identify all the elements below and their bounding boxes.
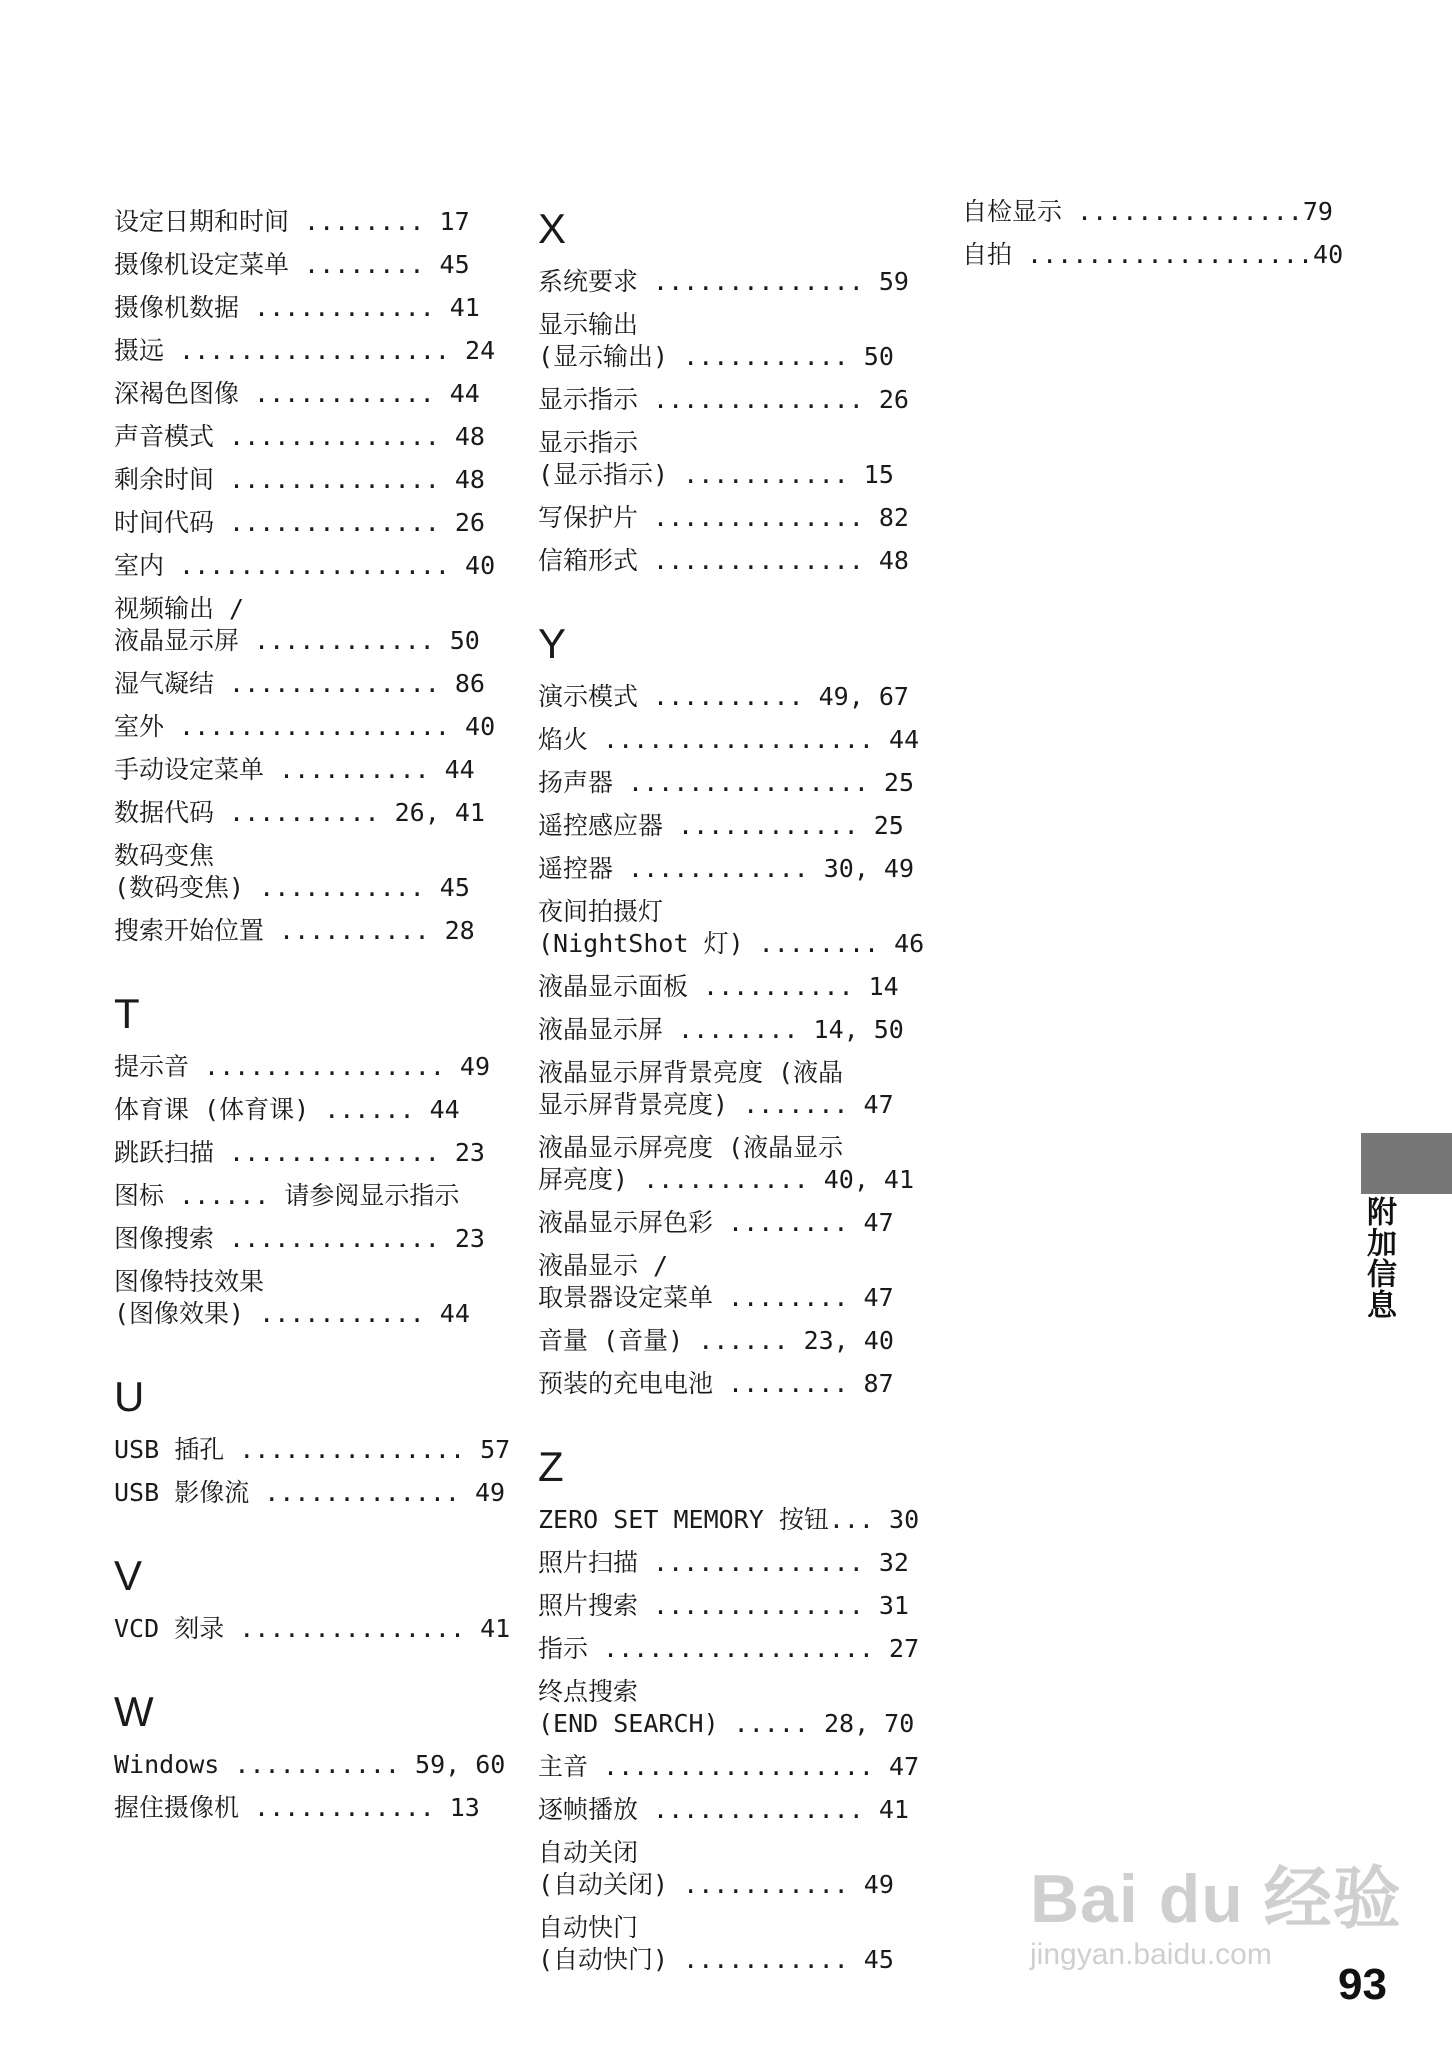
index-entry [538,427,892,491]
index-entry-line: 预装的充电电池 ........ 87 [538,1369,894,1398]
index-entry-line: 写保护片 .............. 82 [538,503,909,532]
index-entry [538,1547,909,1579]
index-entry [114,1051,491,1083]
index-entry-line: (NightShot 灯) ........ 46 [538,929,925,958]
index-entry-line: 提示音 ................ 49 [114,1052,491,1081]
index-entry-line: ZERO SET MEMORY 按钮... 30 [538,1505,920,1534]
index-entry-line: 液晶显示屏色彩 ........ 47 [538,1208,894,1237]
index-entry [114,668,485,700]
index-entry-line: 湿气凝结 .............. 86 [114,669,485,698]
section-heading: T [114,990,140,1037]
index-entry-line: 摄像机数据 ............ 41 [114,293,480,322]
index-entry [538,384,909,416]
index-column-2 [538,196,925,1987]
section-heading: Y [538,620,567,667]
index-entry-line: 焰火 .................. 44 [538,725,920,754]
index-entry-line: 时间代码 .............. 26 [114,508,485,537]
index-entry-line: 图标 ...... 请参阅显示指示 [114,1181,460,1210]
index-entry [114,840,468,904]
index-entry-line: 终点搜索 [538,1677,639,1706]
index-entry-line: 自动快门 [538,1913,639,1942]
index-entry [114,1434,511,1466]
index-entry [114,1094,468,1126]
section-heading: U [114,1373,145,1420]
index-entry-line: 液晶显示屏 ............ 50 [114,626,480,655]
index-entry [538,502,909,534]
index-entry [114,378,480,410]
index-entry [114,1613,511,1645]
index-entry [538,1132,915,1196]
index-entry-line: (END SEARCH) ..... 28, 70 [538,1709,915,1738]
index-entry [114,1137,485,1169]
index-entry-line: 摄远 .................. 24 [114,336,496,365]
index-entry-line: (显示输出) ........... 50 [538,342,894,371]
index-entry-line: USB 影像流 ............. 49 [114,1478,506,1507]
index-entry [538,1590,909,1622]
index-entry-line: 信箱形式 .............. 48 [538,546,909,575]
section-heading: W [114,1688,154,1735]
index-entry-line: 深褐色图像 ............ 44 [114,379,480,408]
index-entry-line: 设定日期和时间 ........ 17 [114,207,470,236]
watermark [1030,1845,1402,1972]
index-entry [538,1014,904,1046]
index-entry [538,1057,892,1121]
index-entry-line: 液晶显示屏背景亮度 (液晶 [538,1058,844,1087]
index-entry [962,239,1344,271]
index-entry-line: 显示输出 [538,310,639,339]
index-entry-line: 搜索开始位置 .......... 28 [114,916,475,945]
index-entry [114,206,468,238]
index-entry [114,464,485,496]
index-column-3 [962,196,1344,282]
index-entry-line: (数码变焦) ........... 45 [114,873,470,902]
index-entry-line: 图像搜索 .............. 23 [114,1224,485,1253]
index-entry [114,292,480,324]
index-entry-line: 逐帧播放 .............. 41 [538,1795,909,1824]
index-entry-line: 视频输出 / [114,594,245,623]
watermark-brand: Bai du 经验 [1030,1861,1402,1937]
index-entry [538,1794,909,1826]
index-entry-line: 液晶显示 / [538,1251,669,1280]
index-entry [114,711,496,743]
index-entry-line: 液晶显示屏 ........ 14, 50 [538,1015,904,1044]
index-entry [538,896,925,960]
index-entry-line: 取景器设定菜单 ........ 47 [538,1283,894,1312]
page-number: 93 [1338,1960,1387,2009]
section-heading: X [538,205,567,252]
index-entry [538,971,899,1003]
index-entry [114,421,485,453]
index-entry-line: 剩余时间 .............. 48 [114,465,485,494]
index-entry [538,1250,892,1314]
index-entry-line: 自拍 ...................40 [962,240,1344,269]
index-entry-line: 体育课 (体育课) ...... 44 [114,1095,460,1124]
index-entry-line: 指示 .................. 27 [538,1634,920,1663]
index-entry-line: (自动快门) ........... 45 [538,1945,894,1974]
index-entry [114,1477,506,1509]
index-entry-line: 遥控器 ............ 30, 49 [538,854,915,883]
index-entry [538,1207,892,1239]
index-entry [114,1749,506,1781]
watermark-url: jingyan.baidu.com [1030,1938,1272,1971]
index-entry-line: 音量 (音量) ...... 23, 40 [538,1326,894,1355]
index-entry [114,1223,485,1255]
index-entry [538,1676,915,1740]
index-entry-line: 屏亮度) ........... 40, 41 [538,1165,915,1194]
index-entry-line: 摄像机设定菜单 ........ 45 [114,250,470,279]
index-entry-line: 液晶显示面板 .......... 14 [538,972,899,1001]
index-entry [114,915,475,947]
index-entry-line: 系统要求 .............. 59 [538,267,909,296]
index-entry-line: (自动关闭) ........... 49 [538,1870,894,1899]
index-entry-line: 夜间拍摄灯 [538,897,664,926]
index-entry-line: 照片扫描 .............. 32 [538,1548,909,1577]
index-entry-line: 自动关闭 [538,1838,639,1867]
index-entry-line: Windows ........... 59, 60 [114,1750,506,1779]
index-entry-line: 照片搜索 .............. 31 [538,1591,909,1620]
index-entry [538,266,909,298]
index-entry-line: 室外 .................. 40 [114,712,496,741]
section-tab-label: 附加信息 [1361,1196,1396,1320]
index-entry [538,767,915,799]
index-entry [114,1266,468,1330]
index-entry [538,853,915,885]
index-entry-line: 扬声器 ................ 25 [538,768,915,797]
index-entry-line: 自检显示 ...............79 [962,197,1333,226]
index-entry [538,681,909,713]
index-entry-line: USB 插孔 ............... 57 [114,1435,511,1464]
index-entry [538,309,892,373]
section-heading: Z [538,1443,564,1490]
index-entry-line: (显示指示) ........... 15 [538,460,894,489]
index-entry [538,1751,920,1783]
index-entry [114,754,475,786]
index-entry [114,335,496,367]
index-entry-line: 遥控感应器 ............ 25 [538,811,904,840]
index-entry [538,1368,892,1400]
index-entry-line: VCD 刻录 ............... 41 [114,1614,511,1643]
index-entry [538,1633,920,1665]
index-entry [538,724,920,756]
index-entry [114,1792,480,1824]
index-entry [114,550,496,582]
index-entry [114,507,485,539]
index-entry-line: 液晶显示屏亮度 (液晶显示 [538,1133,844,1162]
index-entry-line: (图像效果) ........... 44 [114,1299,470,1328]
index-entry [538,1912,892,1976]
index-entry [538,545,909,577]
index-entry-line: 显示屏背景亮度) ....... 47 [538,1090,894,1119]
index-entry-line: 数码变焦 [114,841,215,870]
index-entry-line: 声音模式 .............. 48 [114,422,485,451]
index-entry-line: 显示指示 [538,428,639,457]
index-entry [114,797,485,829]
index-entry-line: 图像特技效果 [114,1267,265,1296]
index-entry [538,1325,892,1357]
index-entry-line: 数据代码 .......... 26, 41 [114,798,485,827]
index-column-1 [114,196,511,1835]
index-entry-line: 主音 .................. 47 [538,1752,920,1781]
index-entry [538,1504,920,1536]
index-entry-line: 手动设定菜单 .......... 44 [114,755,475,784]
index-entry-line: 演示模式 .......... 49, 67 [538,682,909,711]
section-heading: V [114,1552,143,1599]
index-entry-line: 握住摄像机 ............ 13 [114,1793,480,1822]
index-entry [114,249,468,281]
index-entry-line: 跳跃扫描 .............. 23 [114,1138,485,1167]
index-entry [962,196,1333,228]
section-tab [1361,1133,1452,1194]
index-entry [538,810,904,842]
index-entry [114,1180,468,1212]
index-entry [538,1837,892,1901]
index-entry-line: 室内 .................. 40 [114,551,496,580]
index-entry [114,593,480,657]
index-entry-line: 显示指示 .............. 26 [538,385,909,414]
